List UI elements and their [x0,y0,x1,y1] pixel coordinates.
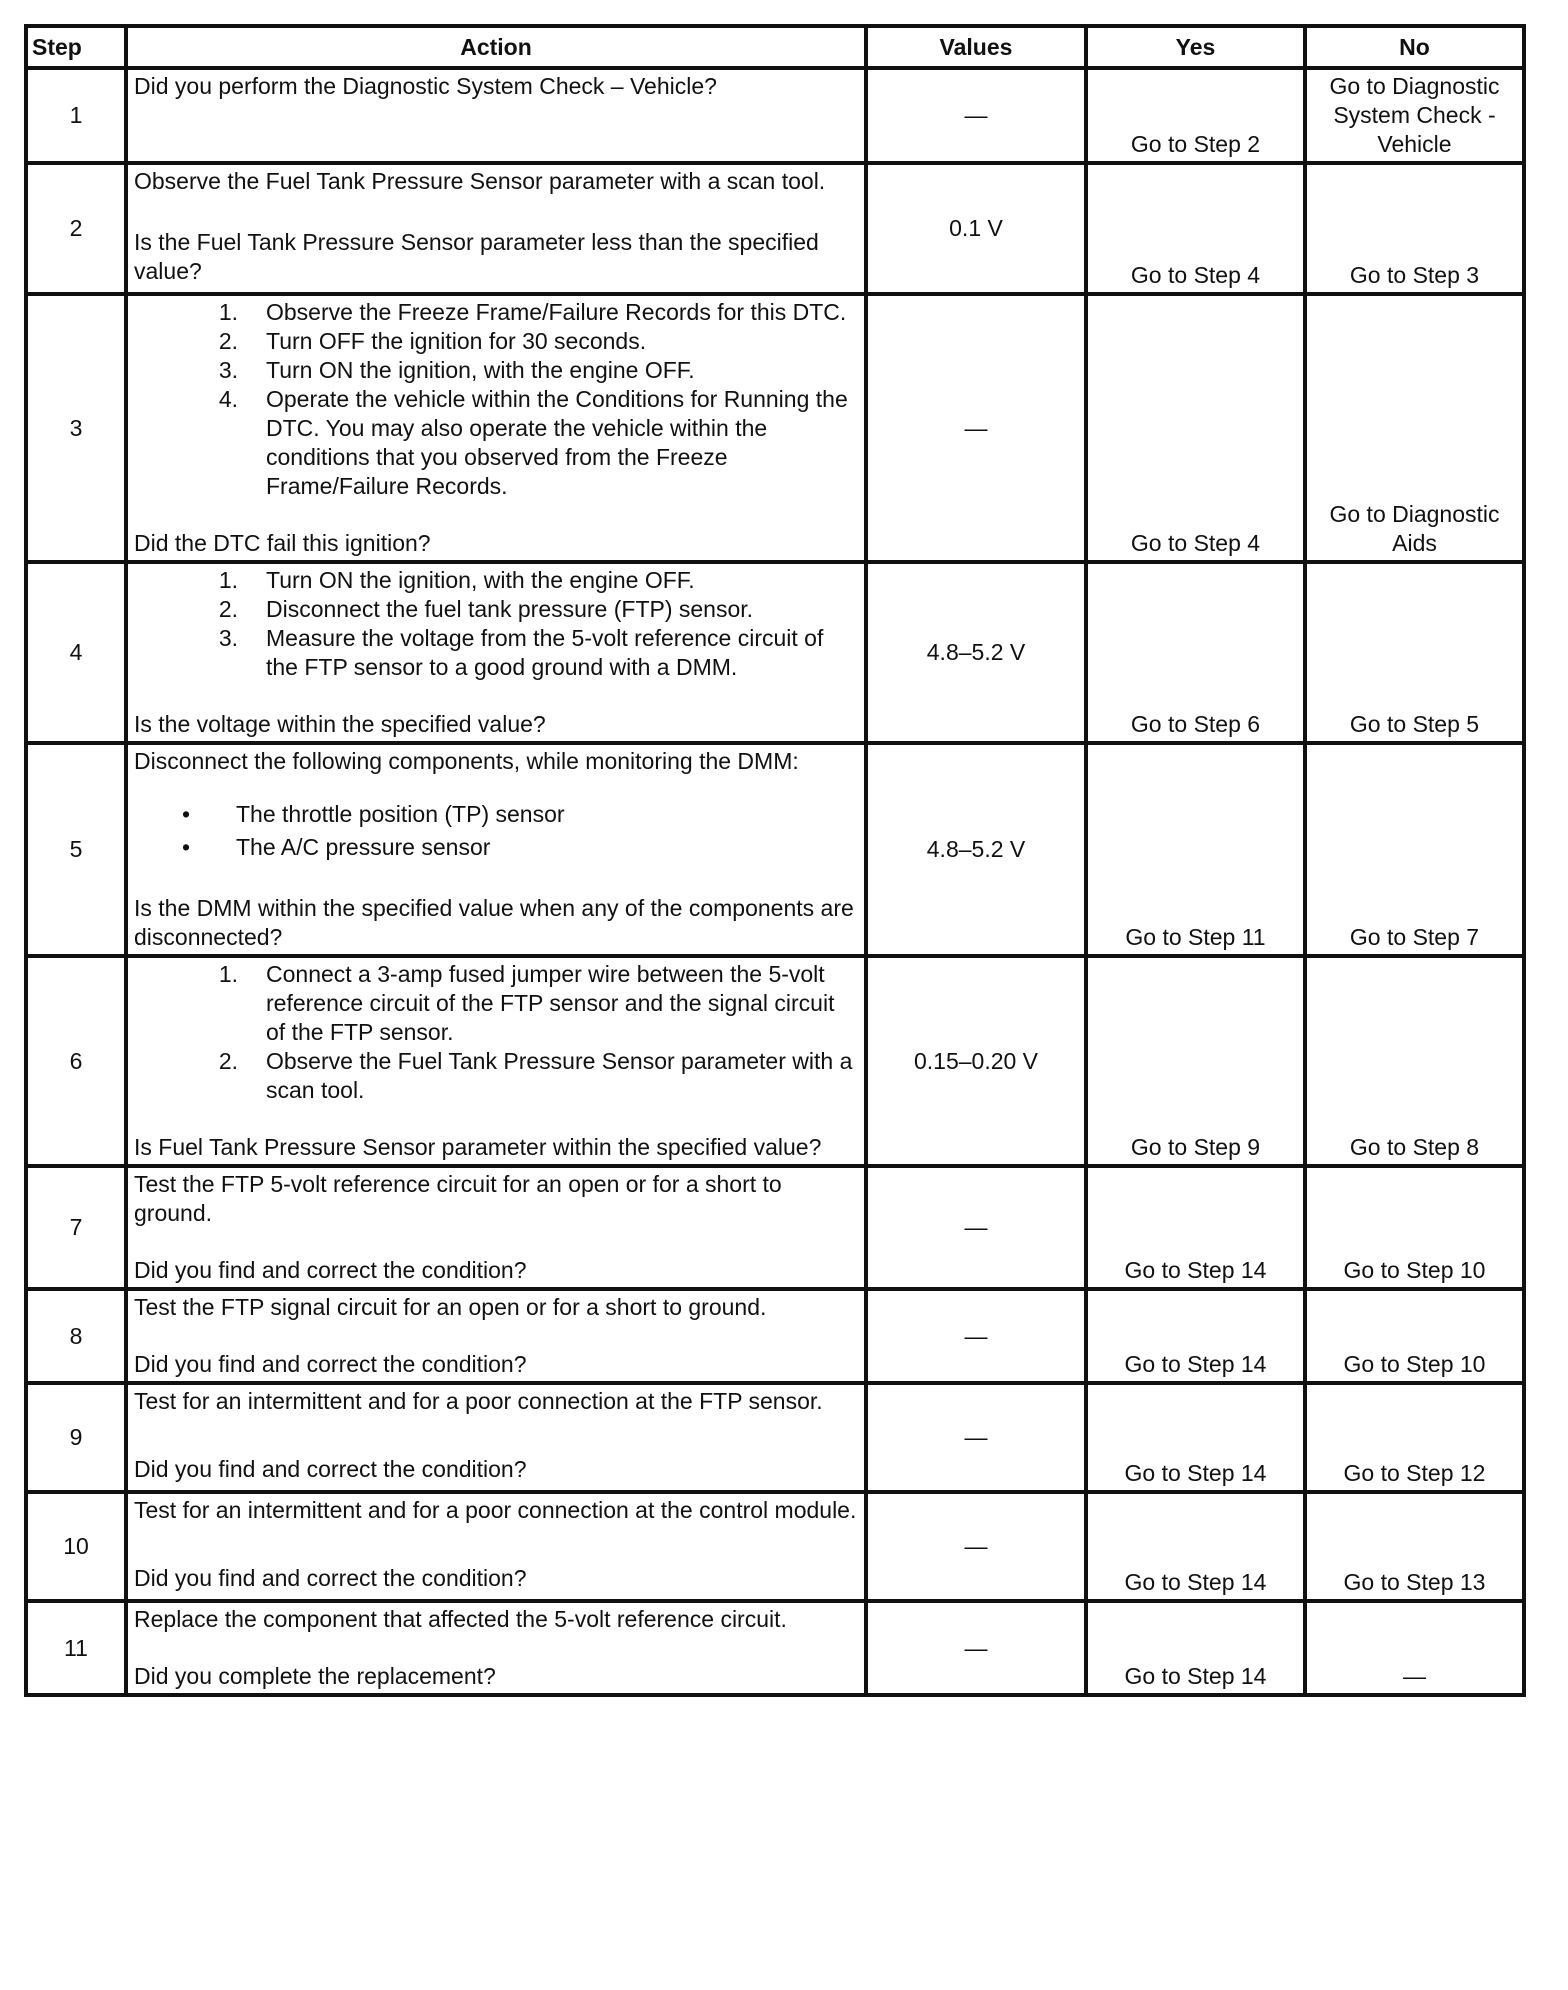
instruction-number: 3. [218,625,238,651]
instruction-text: Connect a 3-amp fused jumper wire between the 5-volt reference circuit of the FTP sensor and the signal circuit of the FTP sensor. [266,961,835,1045]
instruction-list [134,298,858,501]
action-instruction: Disconnect the following components, while monitoring the DMM: [134,748,799,774]
action-question: Is the DMM within the specified value when any of the components are disconnected? [134,895,854,950]
values-cell: 0.1 V [866,163,1086,294]
values-cell: — [866,294,1086,562]
instruction-item [134,566,858,595]
no-cell: Go to Step 12 [1305,1383,1524,1492]
values-cell: — [866,1492,1086,1601]
bullet-list [134,800,858,862]
table-row [26,1492,1524,1601]
action-cell [126,163,866,294]
bullet-text: The throttle position (TP) sensor [236,801,565,827]
action-content [134,1496,858,1593]
step-number: 3 [26,294,126,562]
instruction-item [134,327,858,356]
action-body [134,566,858,682]
no-cell: Go to Step 7 [1305,743,1524,956]
header-no: No [1305,26,1524,68]
action-content [134,298,858,558]
step-number: 2 [26,163,126,294]
action-body [134,960,858,1105]
yes-cell: Go to Step 14 [1086,1289,1305,1383]
step-number: 9 [26,1383,126,1492]
action-cell [126,1383,866,1492]
yes-cell: Go to Step 4 [1086,163,1305,294]
instruction-list [134,960,858,1105]
action-question: Is Fuel Tank Pressure Sensor parameter within the specified value? [134,1134,822,1160]
action-content [134,1387,858,1484]
yes-cell: Go to Step 14 [1086,1383,1305,1492]
action-question: Is the Fuel Tank Pressure Sensor parameter less than the specified value? [134,229,819,284]
table-row [26,743,1524,956]
instruction-item [134,385,858,501]
no-cell: Go to Step 13 [1305,1492,1524,1601]
yes-cell: Go to Step 6 [1086,562,1305,743]
action-question: Did you find and correct the condition? [134,1565,527,1591]
action-cell [126,1166,866,1289]
instruction-number: 2. [218,596,238,622]
header-row [26,26,1524,68]
table-row [26,1166,1524,1289]
values-cell: — [866,68,1086,163]
no-cell: Go to Step 10 [1305,1166,1524,1289]
values-cell: 4.8–5.2 V [866,562,1086,743]
action-cell [126,562,866,743]
instruction-item [134,960,858,1047]
table-row [26,1383,1524,1492]
values-cell: — [866,1383,1086,1492]
action-body [134,1605,858,1634]
no-cell: Go to Step 8 [1305,956,1524,1166]
table-row [26,1601,1524,1695]
action-question: Is the voltage within the specified value? [134,711,546,737]
action-body [134,747,858,866]
action-instruction: Test for an intermittent and for a poor connection at the control module. [134,1497,857,1523]
instruction-item [134,595,858,624]
instruction-number: 1. [218,567,238,593]
action-content [134,566,858,739]
yes-cell: Go to Step 14 [1086,1166,1305,1289]
instruction-text: Turn ON the ignition, with the engine OFF. [266,567,695,593]
yes-cell: Go to Step 4 [1086,294,1305,562]
yes-cell: Go to Step 14 [1086,1601,1305,1695]
action-cell [126,743,866,956]
action-question: Did the DTC fail this ignition? [134,530,431,556]
action-cell [126,68,866,163]
yes-cell: Go to Step 14 [1086,1492,1305,1601]
table-row [26,294,1524,562]
action-body [134,1293,858,1322]
action-instruction: Test for an intermittent and for a poor connection at the FTP sensor. [134,1388,823,1414]
instruction-number: 2. [218,328,238,354]
instruction-number: 2. [218,1048,238,1074]
instruction-text: Turn ON the ignition, with the engine OFF. [266,357,695,383]
table-row [26,68,1524,163]
yes-cell: Go to Step 11 [1086,743,1305,956]
values-cell: 4.8–5.2 V [866,743,1086,956]
action-instruction: Did you perform the Diagnostic System Check – Vehicle? [134,73,717,99]
action-question: Did you find and correct the condition? [134,1351,527,1377]
action-body [134,1496,858,1525]
yes-cell: Go to Step 2 [1086,68,1305,163]
action-cell [126,1492,866,1601]
step-number: 11 [26,1601,126,1695]
action-cell [126,294,866,562]
values-cell: — [866,1289,1086,1383]
no-cell: Go to Step 10 [1305,1289,1524,1383]
yes-cell: Go to Step 9 [1086,956,1305,1166]
step-number: 10 [26,1492,126,1601]
header-yes: Yes [1086,26,1305,68]
diagnostic-table [24,24,1526,1697]
action-body [134,298,858,501]
values-cell: — [866,1166,1086,1289]
values-cell: — [866,1601,1086,1695]
action-cell [126,1601,866,1695]
action-question: Did you find and correct the condition? [134,1257,527,1283]
action-instruction: Replace the component that affected the 5-volt reference circuit. [134,1606,787,1632]
action-body [134,1387,858,1416]
instruction-item [134,624,858,682]
action-content [134,960,858,1162]
action-content [134,167,858,286]
table-row [26,1289,1524,1383]
instruction-text: Measure the voltage from the 5-volt reference circuit of the FTP sensor to a good ground with a DMM. [266,625,824,680]
step-number: 7 [26,1166,126,1289]
instruction-item [134,298,858,327]
instruction-text: Disconnect the fuel tank pressure (FTP) sensor. [266,596,754,622]
step-number: 8 [26,1289,126,1383]
no-cell: Go to Step 3 [1305,163,1524,294]
action-instruction: Test the FTP signal circuit for an open or for a short to ground. [134,1294,767,1320]
table-row [26,562,1524,743]
action-content [134,747,858,952]
header-action: Action [126,26,866,68]
instruction-number: 4. [218,386,238,412]
instruction-text: Observe the Fuel Tank Pressure Sensor parameter with a scan tool. [266,1048,853,1103]
action-cell [126,1289,866,1383]
bullet-icon: • [181,834,191,860]
no-cell: — [1305,1601,1524,1695]
instruction-item [134,356,858,385]
header-values: Values [866,26,1086,68]
action-content [134,72,858,137]
table-row [26,163,1524,294]
instruction-number: 1. [218,299,238,325]
action-body [134,167,858,196]
values-cell: 0.15–0.20 V [866,956,1086,1166]
instruction-list [134,566,858,682]
no-cell: Go to Diagnostic System Check - Vehicle [1305,68,1524,163]
instruction-text: Turn OFF the ignition for 30 seconds. [266,328,647,354]
action-instruction: Observe the Fuel Tank Pressure Sensor parameter with a scan tool. [134,168,826,194]
header-step: Step [26,26,126,68]
instruction-text: Operate the vehicle within the Conditions for Running the DTC. You may also operate the vehicle within the conditions that you observed from the Freeze Frame/Failure Records. [266,386,848,499]
bullet-item [134,833,858,862]
instruction-text: Observe the Freeze Frame/Failure Records for this DTC. [266,299,847,325]
no-cell: Go to Diagnostic Aids [1305,294,1524,562]
step-number: 6 [26,956,126,1166]
step-number: 1 [26,68,126,163]
bullet-icon: • [181,801,191,827]
table-row [26,956,1524,1166]
action-content [134,1293,858,1379]
bullet-text: The A/C pressure sensor [236,834,491,860]
instruction-item [134,1047,858,1105]
action-question: Did you find and correct the condition? [134,1456,527,1482]
action-content [134,1605,858,1691]
step-number: 4 [26,562,126,743]
instruction-number: 1. [218,961,238,987]
action-question: Did you complete the replacement? [134,1663,496,1689]
instruction-number: 3. [218,357,238,383]
no-cell: Go to Step 5 [1305,562,1524,743]
step-number: 5 [26,743,126,956]
bullet-item [134,800,858,829]
action-cell [126,956,866,1166]
action-body [134,72,858,101]
action-body [134,1170,858,1228]
action-instruction: Test the FTP 5-volt reference circuit for an open or for a short to ground. [134,1171,782,1226]
action-content [134,1170,858,1285]
